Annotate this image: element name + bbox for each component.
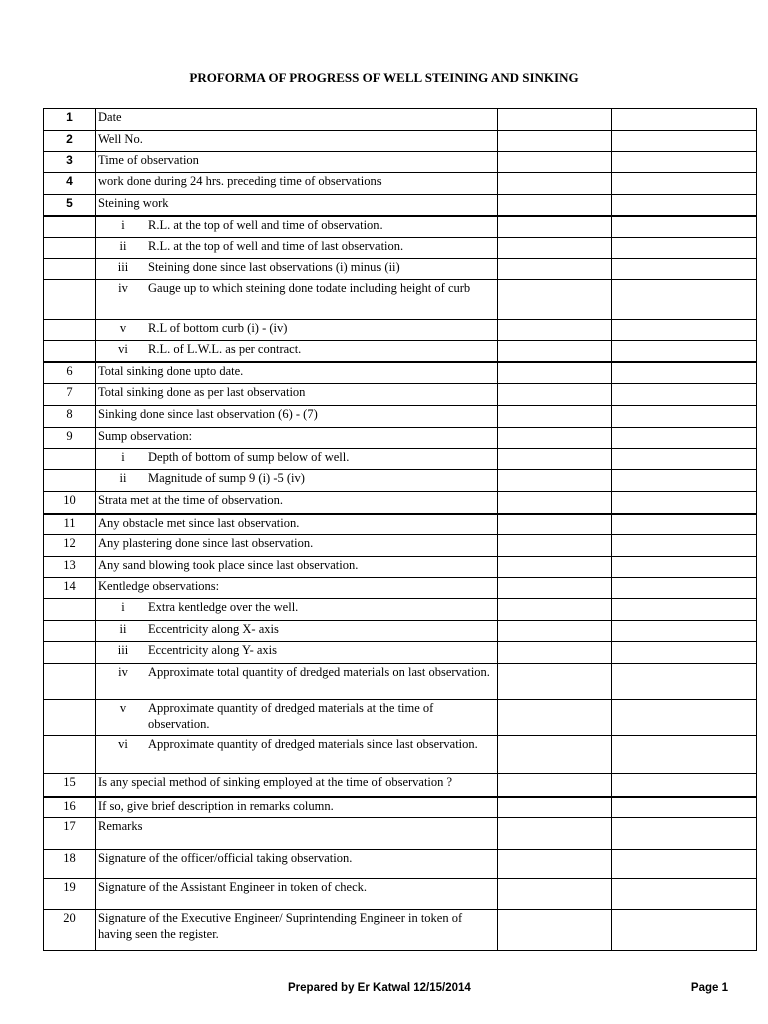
row-number: 12	[44, 535, 96, 557]
row-number	[44, 736, 96, 774]
sub-item-text: Depth of bottom of sump below of well.	[148, 450, 350, 464]
row-description	[96, 736, 498, 774]
sub-item-numeral: iv	[118, 281, 128, 295]
sub-item-numeral: ii	[119, 239, 127, 253]
table-row	[44, 428, 757, 449]
row-description: Signature of the Assistant Engineer in token of check.	[96, 879, 498, 910]
row-description: Date	[96, 109, 498, 131]
table-row	[44, 195, 757, 216]
sub-item-numeral: i	[121, 217, 125, 232]
sub-item-text: Steining done since last observations (i) minus (ii)	[148, 260, 400, 274]
sub-item-numeral: vi	[118, 342, 128, 356]
row-description: Kentledge observations:	[96, 578, 498, 599]
row-number: 4	[44, 173, 96, 195]
entry-cell-2	[612, 578, 757, 599]
row-number: 5	[44, 195, 96, 216]
entry-cell-2	[612, 216, 757, 238]
entry-cell-1	[498, 216, 612, 238]
table-row	[44, 514, 757, 535]
sub-item-text: Eccentricity along X- axis	[148, 622, 279, 636]
row-description: Signature of the officer/official taking observation.	[96, 850, 498, 879]
entry-cell-1	[498, 131, 612, 152]
sub-item-numeral: v	[119, 321, 127, 335]
entry-cell-2	[612, 320, 757, 341]
table-row	[44, 131, 757, 152]
entry-cell-1	[498, 642, 612, 664]
sub-item-text: Approximate total quantity of dredged materials on last observation.	[148, 665, 490, 679]
entry-cell-2	[612, 557, 757, 578]
table-row	[44, 599, 757, 621]
entry-cell-1	[498, 700, 612, 736]
entry-cell-2	[612, 131, 757, 152]
row-number	[44, 621, 96, 642]
entry-cell-1	[498, 320, 612, 341]
entry-cell-2	[612, 449, 757, 470]
entry-cell-1	[498, 910, 612, 951]
entry-cell-2	[612, 774, 757, 797]
entry-cell-2	[612, 173, 757, 195]
entry-cell-1	[498, 238, 612, 259]
row-number: 11	[44, 514, 96, 535]
table-row	[44, 535, 757, 557]
entry-cell-2	[612, 362, 757, 384]
row-description: Total sinking done as per last observation	[96, 384, 498, 406]
table-row	[44, 406, 757, 428]
sub-item-numeral: v	[119, 701, 127, 715]
row-description: Steining work	[96, 195, 498, 216]
row-number: 7	[44, 384, 96, 406]
table-row	[44, 470, 757, 492]
entry-cell-1	[498, 384, 612, 406]
row-number	[44, 470, 96, 492]
row-description: Remarks	[96, 818, 498, 850]
sub-item-numeral: iii	[117, 260, 129, 274]
entry-cell-1	[498, 557, 612, 578]
entry-cell-2	[612, 238, 757, 259]
row-description	[96, 664, 498, 700]
entry-cell-2	[612, 428, 757, 449]
row-description	[96, 238, 498, 259]
entry-cell-2	[612, 195, 757, 216]
entry-cell-2	[612, 152, 757, 173]
proforma-table-body	[44, 109, 757, 951]
row-description: Any obstacle met since last observation.	[96, 514, 498, 535]
entry-cell-2	[612, 818, 757, 850]
row-description	[96, 320, 498, 341]
entry-cell-1	[498, 774, 612, 797]
entry-cell-2	[612, 470, 757, 492]
row-description: Is any special method of sinking employed at the time of observation ?	[96, 774, 498, 797]
entry-cell-1	[498, 173, 612, 195]
row-number	[44, 238, 96, 259]
row-description	[96, 449, 498, 470]
row-number	[44, 642, 96, 664]
entry-cell-1	[498, 514, 612, 535]
entry-cell-1	[498, 195, 612, 216]
entry-cell-2	[612, 879, 757, 910]
row-description	[96, 280, 498, 320]
entry-cell-2	[612, 621, 757, 642]
row-description	[96, 259, 498, 280]
sub-item-text: Approximate quantity of dredged materials since last observation.	[148, 737, 478, 751]
table-row	[44, 700, 757, 736]
table-row	[44, 578, 757, 599]
table-row	[44, 879, 757, 910]
table-row	[44, 259, 757, 280]
entry-cell-2	[612, 700, 757, 736]
table-row	[44, 341, 757, 362]
entry-cell-1	[498, 470, 612, 492]
entry-cell-1	[498, 259, 612, 280]
sub-item-text: R.L. of L.W.L. as per contract.	[148, 342, 302, 356]
row-description	[96, 216, 498, 238]
entry-cell-2	[612, 109, 757, 131]
row-number: 15	[44, 774, 96, 797]
table-row	[44, 910, 757, 951]
sub-item-numeral: ii	[119, 622, 127, 636]
table-row	[44, 492, 757, 514]
entry-cell-1	[498, 599, 612, 621]
row-number: 13	[44, 557, 96, 578]
entry-cell-1	[498, 109, 612, 131]
sub-item-numeral: ii	[119, 471, 127, 485]
sub-item-text: R.L. at the top of well and time of observation.	[148, 217, 383, 232]
entry-cell-1	[498, 736, 612, 774]
row-description: Signature of the Executive Engineer/ Suprintending Engineer in token of having seen the register.	[96, 910, 498, 951]
entry-cell-1	[498, 879, 612, 910]
sub-item-text: R.L. at the top of well and time of last observation.	[148, 239, 404, 253]
sub-item-numeral: vi	[118, 737, 128, 751]
sub-item-text: Extra kentledge over the well.	[148, 600, 299, 614]
table-row	[44, 238, 757, 259]
entry-cell-2	[612, 492, 757, 514]
row-description	[96, 621, 498, 642]
row-number: 1	[44, 109, 96, 131]
row-description	[96, 341, 498, 362]
row-description: Sinking done since last observation (6) - (7)	[96, 406, 498, 428]
row-description	[96, 599, 498, 621]
table-row	[44, 280, 757, 320]
row-description: Time of observation	[96, 152, 498, 173]
table-row	[44, 642, 757, 664]
row-number: 19	[44, 879, 96, 910]
proforma-table	[43, 108, 757, 951]
entry-cell-2	[612, 280, 757, 320]
entry-cell-1	[498, 152, 612, 173]
entry-cell-1	[498, 664, 612, 700]
table-row	[44, 320, 757, 341]
table-row	[44, 362, 757, 384]
row-number: 6	[44, 362, 96, 384]
entry-cell-2	[612, 514, 757, 535]
table-row	[44, 797, 757, 818]
table-row	[44, 736, 757, 774]
sub-item-text: Eccentricity along Y- axis	[148, 643, 278, 657]
row-number	[44, 216, 96, 238]
row-number	[44, 320, 96, 341]
page-number: Page 1	[690, 982, 728, 994]
row-number: 10	[44, 492, 96, 514]
sub-item-text: Magnitude of sump 9 (i) -5 (iv)	[148, 471, 305, 485]
entry-cell-2	[612, 850, 757, 879]
row-number: 2	[44, 131, 96, 152]
row-number	[44, 700, 96, 736]
row-description: Well No.	[96, 131, 498, 152]
row-number: 16	[44, 797, 96, 818]
table-row	[44, 449, 757, 470]
row-description: work done during 24 hrs. preceding time of observations	[96, 173, 498, 195]
entry-cell-2	[612, 384, 757, 406]
sub-item-numeral: i	[121, 600, 125, 614]
row-description	[96, 700, 498, 736]
table-row	[44, 152, 757, 173]
entry-cell-2	[612, 664, 757, 700]
table-row	[44, 384, 757, 406]
entry-cell-2	[612, 341, 757, 362]
table-row	[44, 216, 757, 238]
row-number: 9	[44, 428, 96, 449]
table-row	[44, 774, 757, 797]
sub-item-text: R.L of bottom curb (i) - (iv)	[148, 321, 288, 335]
table-row	[44, 850, 757, 879]
table-row	[44, 109, 757, 131]
row-description	[96, 470, 498, 492]
table-row	[44, 557, 757, 578]
table-row	[44, 664, 757, 700]
row-description: Any sand blowing took place since last observation.	[96, 557, 498, 578]
entry-cell-1	[498, 818, 612, 850]
row-number	[44, 599, 96, 621]
row-number: 20	[44, 910, 96, 951]
row-number	[44, 259, 96, 280]
row-description: If so, give brief description in remarks column.	[96, 797, 498, 818]
table-row	[44, 621, 757, 642]
entry-cell-2	[612, 797, 757, 818]
sub-item-numeral: i	[121, 450, 125, 464]
row-number	[44, 341, 96, 362]
entry-cell-1	[498, 362, 612, 384]
entry-cell-1	[498, 406, 612, 428]
row-number: 18	[44, 850, 96, 879]
entry-cell-2	[612, 259, 757, 280]
table-row	[44, 818, 757, 850]
row-description: Total sinking done upto date.	[96, 362, 498, 384]
entry-cell-1	[498, 578, 612, 599]
row-number	[44, 280, 96, 320]
entry-cell-1	[498, 492, 612, 514]
sub-item-text: Gauge up to which steining done todate including height of curb	[148, 281, 471, 295]
row-description: Strata met at the time of observation.	[96, 492, 498, 514]
row-number: 14	[44, 578, 96, 599]
row-description: Any plastering done since last observation.	[96, 535, 498, 557]
row-number	[44, 449, 96, 470]
entry-cell-2	[612, 535, 757, 557]
entry-cell-1	[498, 535, 612, 557]
entry-cell-1	[498, 341, 612, 362]
table-row	[44, 173, 757, 195]
sub-item-text: Approximate quantity of dredged materials at the time of observation.	[148, 701, 434, 731]
entry-cell-2	[612, 599, 757, 621]
entry-cell-1	[498, 797, 612, 818]
sub-item-numeral: iv	[118, 665, 128, 679]
row-number: 3	[44, 152, 96, 173]
prepared-by: Prepared by Er Katwal 12/15/2014	[288, 982, 471, 994]
page-title: PROFORMA OF PROGRESS OF WELL STEINING AND SINKING	[189, 70, 579, 85]
entry-cell-1	[498, 280, 612, 320]
entry-cell-1	[498, 449, 612, 470]
entry-cell-1	[498, 621, 612, 642]
row-number	[44, 664, 96, 700]
entry-cell-1	[498, 850, 612, 879]
entry-cell-2	[612, 736, 757, 774]
row-number: 8	[44, 406, 96, 428]
entry-cell-2	[612, 406, 757, 428]
row-description	[96, 642, 498, 664]
entry-cell-2	[612, 910, 757, 951]
sub-item-numeral: iii	[117, 643, 129, 657]
entry-cell-1	[498, 428, 612, 449]
row-number: 17	[44, 818, 96, 850]
entry-cell-2	[612, 642, 757, 664]
row-description: Sump observation:	[96, 428, 498, 449]
